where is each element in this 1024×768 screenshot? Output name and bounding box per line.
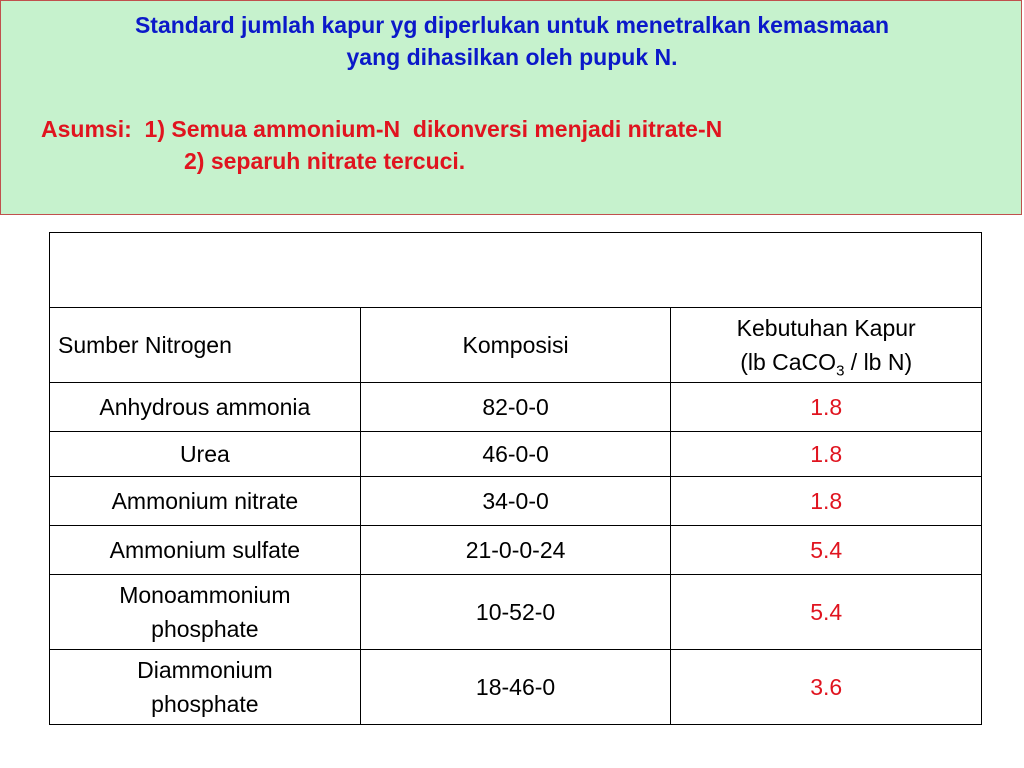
header-lime-unit-prefix: (lb CaCO [740,349,837,375]
lime-value-cell: 1.8 [671,477,982,526]
title-line-1: Standard jumlah kapur yg diperlukan untuk menetralkan kemasmaan [134,12,890,38]
lime-requirement-table [49,232,982,725]
lime-value-cell: 1.8 [671,383,982,432]
source-cell [50,650,361,725]
composition-cell: 82-0-0 [360,383,671,432]
slide-title [1,9,1023,73]
source-line-2: phosphate [151,616,259,642]
assumption-line-1: Asumsi: 1) Semua ammonium-N dikonversi menjadi nitrate-N [41,116,723,142]
title-line-2: yang dihasilkan oleh pupuk N. [346,44,678,70]
info-box [0,0,1022,215]
lime-value-cell: 5.4 [671,575,982,650]
header-lime-requirement [671,308,982,383]
assumption-line-2: 2) separuh nitrate tercuci. [184,148,466,174]
header-lime-unit-sub: 3 [836,362,845,380]
lime-value-cell: 3.6 [671,650,982,725]
source-line-1: Diammonium [137,657,273,683]
source-line-1: Monoammonium [119,582,291,608]
table-row [50,650,982,725]
table-title-cell [50,233,982,308]
header-composition: Komposisi [360,308,671,383]
header-lime-label: Kebutuhan Kapur [736,315,916,341]
lime-value-cell: 5.4 [671,526,982,575]
table-title-row [50,233,982,308]
composition-cell: 21-0-0-24 [360,526,671,575]
composition-cell: 18-46-0 [360,650,671,725]
header-lime-unit-suffix: / lb N) [844,349,913,375]
table-row [50,526,982,575]
source-cell: Anhydrous ammonia [50,383,361,432]
table-row [50,383,982,432]
composition-cell: 10-52-0 [360,575,671,650]
lime-value-cell: 1.8 [671,432,982,477]
table-row [50,432,982,477]
source-cell: Ammonium sulfate [50,526,361,575]
table-header-row [50,308,982,383]
composition-cell: 46-0-0 [360,432,671,477]
source-cell: Ammonium nitrate [50,477,361,526]
source-line-2: phosphate [151,691,259,717]
source-cell [50,575,361,650]
header-source: Sumber Nitrogen [50,308,361,383]
table-row [50,477,982,526]
table-row [50,575,982,650]
composition-cell: 34-0-0 [360,477,671,526]
source-cell: Urea [50,432,361,477]
